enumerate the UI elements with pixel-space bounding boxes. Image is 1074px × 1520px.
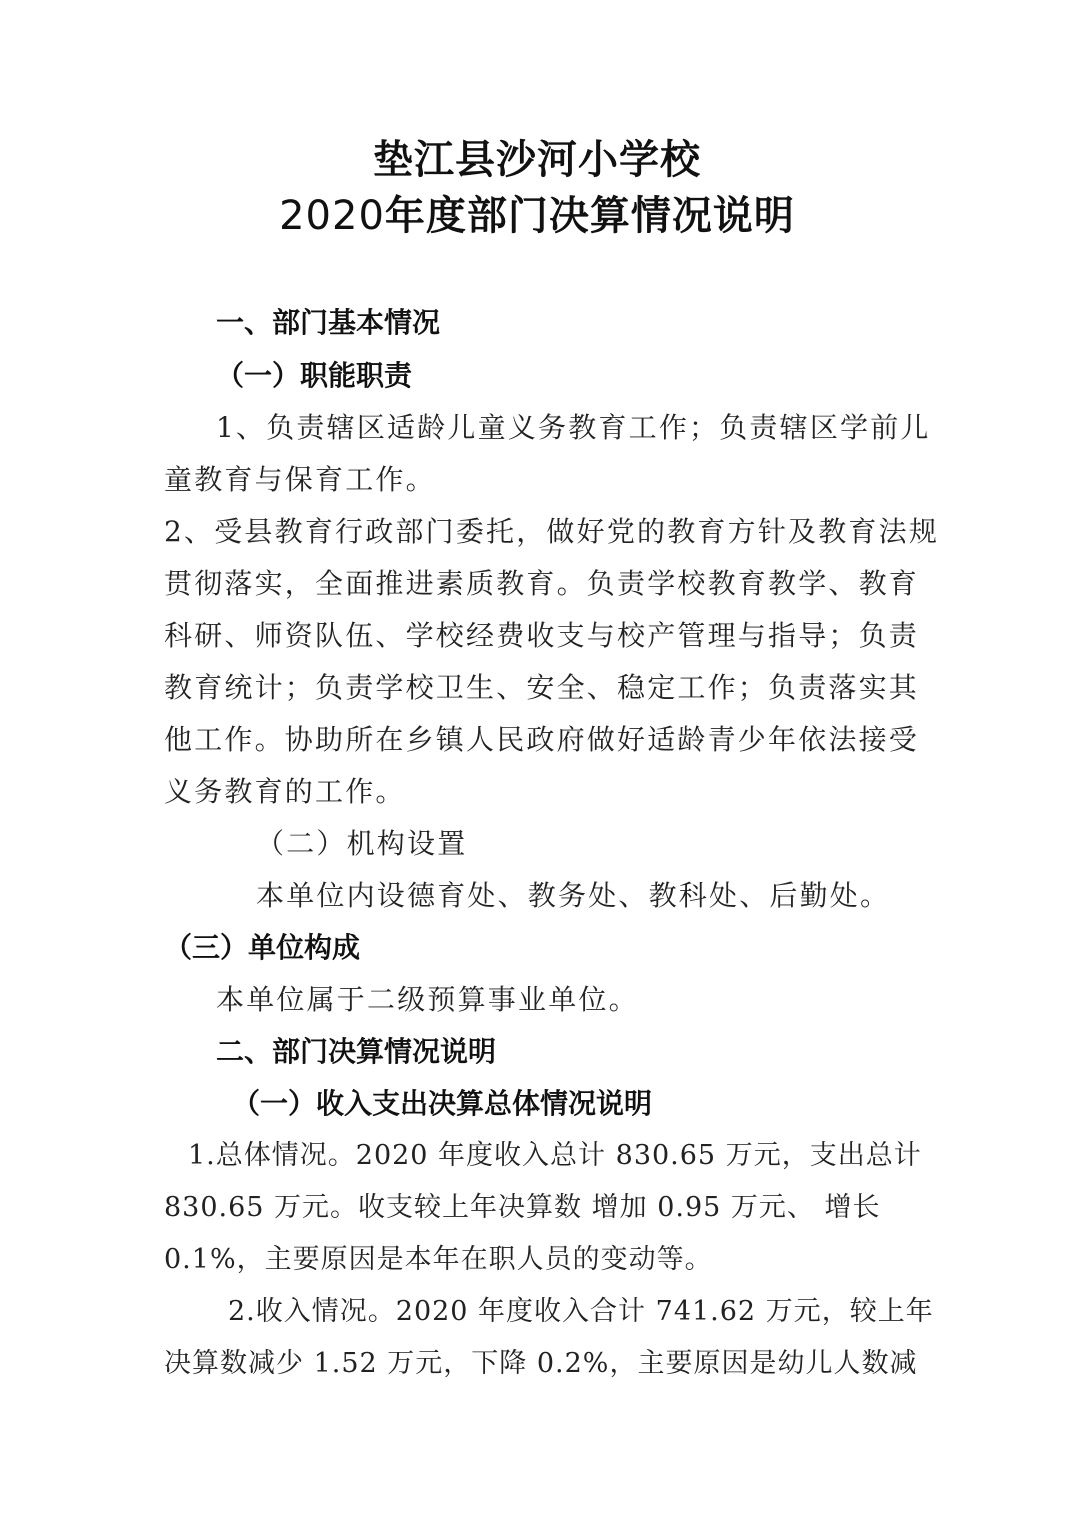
duties-p2-line6: 义务教育的工作。 — [164, 775, 406, 808]
duties-p1-line1: 1、负责辖区适龄儿童义务教育工作；负责辖区学前儿 — [216, 411, 931, 444]
overall-line3: 0.1%，主要原因是本年在职人员的变动等。 — [164, 1244, 713, 1275]
section2-heading: 二、部门决算情况说明 — [216, 1035, 497, 1068]
duties-p2-line1: 2、受县教育行政部门委托，做好党的教育方针及教育法规 — [164, 515, 940, 548]
title-year: 2020 — [279, 193, 385, 239]
title-rest: 年度部门决算情况说明 — [384, 193, 795, 239]
duties-p2-line5: 他工作。协助所在乡镇人民政府做好适龄青少年依法接受 — [164, 723, 920, 756]
composition-text: 本单位属于二级预算事业单位。 — [216, 983, 639, 1016]
duties-p2-line3: 科研、师资队伍、学校经费收支与校产管理与指导；负责 — [164, 619, 920, 652]
duties-p2-line2: 贯彻落实，全面推进素质教育。负责学校教育教学、教育 — [164, 567, 920, 600]
overall-line1: 1.总体情况。2020 年度收入总计 830.65 万元，支出总计 — [188, 1140, 922, 1171]
overall-line2: 830.65 万元。收支较上年决算数 增加 0.95 万元、 增长 — [164, 1192, 881, 1223]
document-title-line1: 垫江县沙河小学校 — [373, 137, 701, 183]
income-line1: 2.收入情况。2020 年度收入合计 741.62 万元，较上年 — [228, 1296, 934, 1327]
document-title-line2 — [0, 192, 1074, 240]
sub3-heading: （三）单位构成 — [164, 931, 361, 964]
org-text: 本单位内设德育处、教务处、教科处、后勤处。 — [256, 879, 891, 912]
sub1-heading: （一）职能职责 — [216, 359, 413, 392]
income-line2: 决算数减少 1.52 万元，下降 0.2%，主要原因是幼儿人数减 — [164, 1348, 918, 1379]
sub2-1-heading: （一）收入支出决算总体情况说明 — [232, 1087, 653, 1120]
section1-heading: 一、部门基本情况 — [216, 306, 441, 339]
sub2-heading: （二）机构设置 — [256, 827, 468, 860]
duties-p1-line2: 童教育与保育工作。 — [164, 463, 436, 496]
duties-p2-line4: 教育统计；负责学校卫生、安全、稳定工作；负责落实其 — [164, 671, 920, 704]
